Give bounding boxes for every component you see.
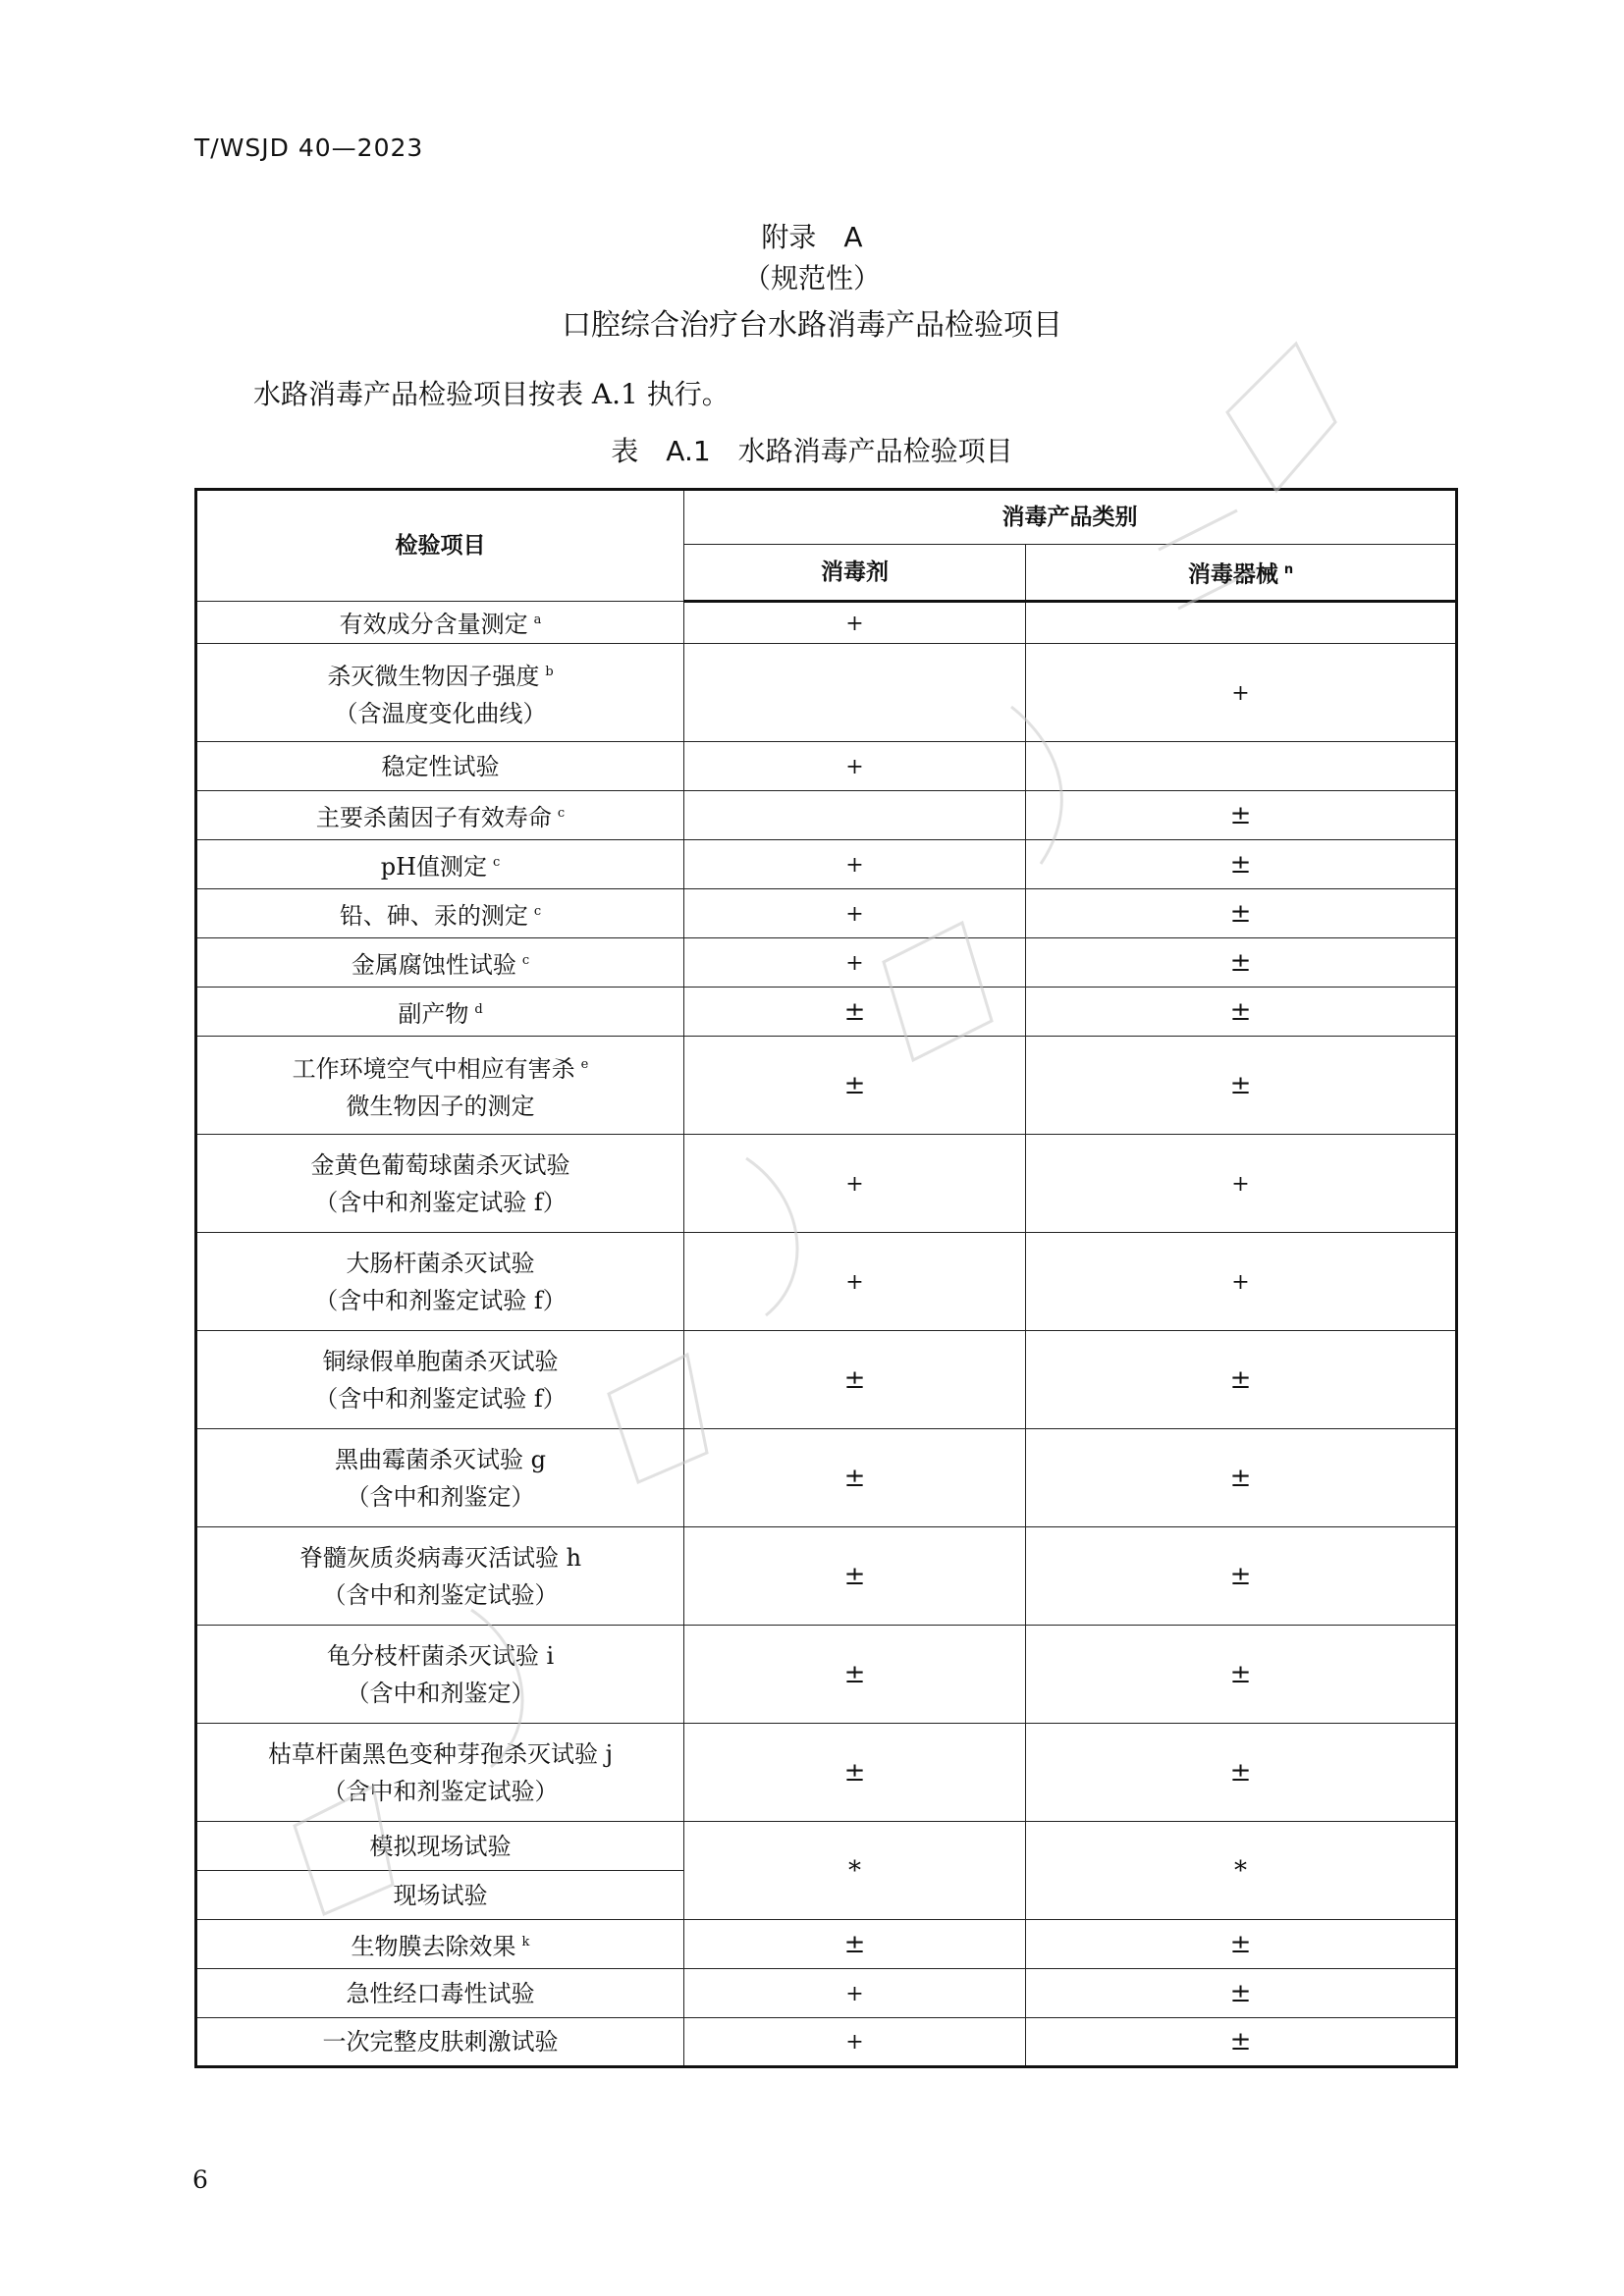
device-cell — [1026, 742, 1457, 791]
item-line — [203, 654, 677, 695]
device-mark: ± — [1229, 2027, 1252, 2056]
table-row — [196, 644, 1457, 742]
footnote-marker: k — [521, 1934, 530, 1949]
disinfectant-cell — [684, 938, 1026, 988]
table-row — [196, 1037, 1457, 1135]
device-mark: ± — [1229, 1364, 1252, 1395]
item-line — [203, 1637, 677, 1675]
header-product-category: 消毒产品类别 — [684, 490, 1457, 545]
item-cell — [196, 988, 684, 1037]
page-number: 6 — [192, 2165, 208, 2194]
item-cell — [196, 840, 684, 889]
table-row — [196, 1233, 1457, 1331]
device-cell — [1026, 1135, 1457, 1233]
item-text: 生物膜去除效果 — [351, 1932, 516, 1960]
item-line — [203, 1924, 677, 1965]
item-line — [203, 1735, 677, 1773]
disinfectant-mark: + — [845, 950, 864, 976]
device-cell — [1026, 988, 1457, 1037]
disinfectant-mark: + — [845, 1269, 864, 1295]
disinfectant-cell — [684, 644, 1026, 742]
table-row — [196, 1920, 1457, 1969]
header-device — [1026, 545, 1457, 602]
item-cell: 现场试验 — [196, 1871, 684, 1920]
item-text: 脊髓灰质炎病毒灭活试验 h — [298, 1543, 582, 1572]
disinfectant-mark: ± — [843, 1364, 866, 1395]
item-text: （含温度变化曲线） — [334, 699, 547, 727]
device-mark: ± — [1229, 849, 1252, 880]
disinfectant-cell — [684, 1969, 1026, 2018]
item-line — [203, 1343, 677, 1380]
table-row — [196, 602, 1457, 644]
disinfectant-cell — [684, 1920, 1026, 1969]
footnote-marker: e — [580, 1056, 589, 1072]
item-text: 杀灭微生物因子强度 — [327, 662, 540, 690]
item-cell — [196, 644, 684, 742]
header-device-label: 消毒器械 — [1187, 561, 1278, 588]
device-mark: ± — [1229, 1978, 1252, 2008]
device-mark: + — [1231, 680, 1250, 706]
item-cell — [196, 1527, 684, 1626]
disinfectant-cell — [684, 791, 1026, 840]
disinfectant-mark: + — [845, 611, 864, 636]
table-row — [196, 1331, 1457, 1429]
disinfectant-mark: ± — [843, 1757, 866, 1788]
table-row — [196, 1429, 1457, 1527]
table-row — [196, 889, 1457, 938]
appendix-label: 附录 A — [761, 221, 863, 253]
item-line — [203, 844, 677, 885]
disinfectant-cell — [684, 1135, 1026, 1233]
item-line — [203, 1441, 677, 1478]
item-cell — [196, 791, 684, 840]
device-cell — [1026, 1037, 1457, 1135]
item-text: （含中和剂鉴定试验 f） — [314, 1384, 567, 1413]
device-cell — [1026, 602, 1457, 644]
device-cell — [1026, 1626, 1457, 1724]
device-cell — [1026, 644, 1457, 742]
disinfectant-cell — [684, 1527, 1026, 1626]
item-cell — [196, 889, 684, 938]
item-line — [203, 1184, 677, 1221]
item-line — [203, 1773, 677, 1810]
device-mark: ± — [1229, 1561, 1252, 1591]
device-cell — [1026, 1969, 1457, 2018]
device-cell — [1026, 791, 1457, 840]
device-cell — [1026, 840, 1457, 889]
item-text: （含中和剂鉴定试验） — [322, 1777, 559, 1805]
item-text: 黑曲霉菌杀灭试验 g — [335, 1445, 546, 1473]
item-cell — [196, 1135, 684, 1233]
device-mark: ± — [1229, 1757, 1252, 1788]
disinfectant-mark: ± — [843, 996, 866, 1027]
device-cell — [1026, 1233, 1457, 1331]
item-line — [203, 1975, 677, 2012]
item-line — [203, 602, 677, 643]
disinfectant-cell — [684, 1724, 1026, 1822]
footnote-marker: c — [493, 854, 501, 870]
disinfectant-mark: ± — [843, 1561, 866, 1591]
item-text: 微生物因子的测定 — [346, 1092, 535, 1120]
disinfectant-cell — [684, 1626, 1026, 1724]
device-mark: ± — [1229, 1463, 1252, 1493]
header-inspection-item: 检验项目 — [196, 490, 684, 602]
item-text: 金属腐蚀性试验 — [351, 950, 516, 979]
item-text: （含中和剂鉴定试验 f） — [314, 1188, 567, 1216]
disinfectant-mark: + — [845, 754, 864, 779]
item-text: （含中和剂鉴定） — [346, 1679, 535, 1707]
intro-paragraph: 水路消毒产品检验项目按表 A.1 执行。 — [253, 378, 730, 410]
item-text: 工作环境空气中相应有害杀 — [292, 1054, 575, 1083]
footnote-marker: c — [557, 805, 566, 821]
disinfectant-cell — [684, 742, 1026, 791]
device-cell — [1026, 1920, 1457, 1969]
device-mark: ± — [1229, 1070, 1252, 1100]
device-cell — [1026, 1527, 1457, 1626]
footnote-marker: d — [474, 1001, 483, 1017]
item-text: 大肠杆菌杀灭试验 — [346, 1249, 535, 1277]
device-cell — [1026, 1429, 1457, 1527]
table-row — [196, 1822, 1457, 1871]
inspection-items-table — [194, 488, 1458, 2068]
item-line — [203, 1282, 677, 1319]
table-row — [196, 1626, 1457, 1724]
item-text: 副产物 — [398, 999, 469, 1028]
disinfectant-mark: + — [845, 901, 864, 927]
disinfectant-mark: + — [845, 1981, 864, 2006]
item-text: （含中和剂鉴定） — [346, 1482, 535, 1511]
item-line — [203, 991, 677, 1033]
device-mark: + — [1231, 1269, 1250, 1295]
disinfectant-mark: ± — [843, 1070, 866, 1100]
item-text: pH值测定 — [380, 852, 487, 881]
disinfectant-cell — [684, 1822, 1026, 1920]
item-text: 铜绿假单胞菌杀灭试验 — [322, 1347, 559, 1375]
table-row — [196, 2018, 1457, 2067]
device-mark: ± — [1229, 947, 1252, 978]
header-device-footnote: n — [1283, 561, 1294, 577]
device-cell — [1026, 889, 1457, 938]
item-text: 龟分枝杆菌杀灭试验 i — [326, 1641, 555, 1670]
item-text: 有效成分含量测定 — [339, 611, 528, 638]
item-text: 一次完整皮肤刺激试验 — [322, 2028, 559, 2056]
footnote-marker: c — [521, 952, 530, 968]
disinfectant-cell — [684, 1331, 1026, 1429]
device-cell — [1026, 1331, 1457, 1429]
item-text: （含中和剂鉴定试验） — [322, 1580, 559, 1609]
item-text: 主要杀菌因子有效寿命 — [315, 803, 552, 831]
item-text: 枯草杆菌黑色变种芽孢杀灭试验 j — [267, 1739, 614, 1768]
item-text: 金黄色葡萄球菌杀灭试验 — [310, 1150, 570, 1179]
item-cell — [196, 1724, 684, 1822]
disinfectant-cell — [684, 2018, 1026, 2067]
device-mark: ± — [1229, 1659, 1252, 1689]
device-mark: ± — [1229, 1929, 1252, 1959]
footnote-marker: c — [533, 903, 542, 919]
device-cell — [1026, 1822, 1457, 1920]
item-cell — [196, 1037, 684, 1135]
item-line — [203, 1539, 677, 1576]
item-line — [203, 942, 677, 984]
item-line — [203, 2023, 677, 2060]
device-cell — [1026, 2018, 1457, 2067]
item-line — [203, 748, 677, 785]
item-cell — [196, 1969, 684, 2018]
item-cell — [196, 602, 684, 644]
item-text: 稳定性试验 — [381, 752, 500, 780]
item-line — [203, 1147, 677, 1184]
table-row — [196, 840, 1457, 889]
disinfectant-mark: ± — [843, 1463, 866, 1493]
table-row — [196, 1969, 1457, 2018]
table-body — [196, 602, 1457, 2067]
device-mark: ± — [1229, 996, 1252, 1027]
disinfectant-cell — [684, 889, 1026, 938]
table-row — [196, 742, 1457, 791]
item-cell — [196, 1233, 684, 1331]
disinfectant-cell — [684, 840, 1026, 889]
item-line — [203, 893, 677, 934]
disinfectant-mark: ± — [843, 1659, 866, 1689]
disinfectant-cell — [684, 602, 1026, 644]
disinfectant-mark: + — [845, 852, 864, 878]
table-caption: 表 A.1 水路消毒产品检验项目 — [611, 435, 1013, 467]
disinfectant-cell — [684, 1429, 1026, 1527]
item-cell — [196, 1331, 684, 1429]
item-line — [203, 1088, 677, 1125]
disinfectant-mark: + — [845, 2030, 864, 2055]
item-line — [203, 1478, 677, 1516]
table-row — [196, 1724, 1457, 1822]
item-cell — [196, 938, 684, 988]
table-row — [196, 1527, 1457, 1626]
item-text: （含中和剂鉴定试验 f） — [314, 1286, 567, 1314]
disinfectant-cell — [684, 988, 1026, 1037]
item-cell — [196, 1920, 684, 1969]
item-line — [203, 1046, 677, 1088]
item-line — [203, 1576, 677, 1614]
standard-code: T/WSJD 40—2023 — [194, 133, 424, 162]
disinfectant-mark: * — [848, 1855, 861, 1886]
item-line — [203, 1380, 677, 1417]
item-cell — [196, 2018, 684, 2067]
item-text: 急性经口毒性试验 — [346, 1979, 535, 2007]
appendix-type: （规范性） — [742, 262, 881, 294]
item-cell — [196, 1429, 684, 1527]
item-cell: 模拟现场试验 — [196, 1822, 684, 1871]
table-row — [196, 1135, 1457, 1233]
footnote-marker: b — [545, 664, 554, 679]
disinfectant-cell — [684, 1037, 1026, 1135]
item-text: 铅、砷、汞的测定 — [339, 901, 528, 930]
table-row — [196, 938, 1457, 988]
item-line — [203, 1675, 677, 1712]
device-mark: ± — [1229, 898, 1252, 929]
disinfectant-mark: ± — [843, 1929, 866, 1959]
item-line — [203, 695, 677, 732]
item-line — [203, 1245, 677, 1282]
table-row — [196, 988, 1457, 1037]
header-disinfectant: 消毒剂 — [684, 545, 1026, 602]
item-line — [203, 795, 677, 836]
appendix-title: 口腔综合治疗台水路消毒产品检验项目 — [562, 308, 1062, 343]
item-cell — [196, 742, 684, 791]
footnote-marker: a — [533, 613, 542, 627]
device-mark: * — [1234, 1855, 1247, 1886]
device-mark: ± — [1229, 800, 1252, 830]
device-mark: + — [1231, 1171, 1250, 1197]
device-cell — [1026, 1724, 1457, 1822]
disinfectant-mark: + — [845, 1171, 864, 1197]
table-row — [196, 791, 1457, 840]
item-cell — [196, 1626, 684, 1724]
disinfectant-cell — [684, 1233, 1026, 1331]
device-cell — [1026, 938, 1457, 988]
